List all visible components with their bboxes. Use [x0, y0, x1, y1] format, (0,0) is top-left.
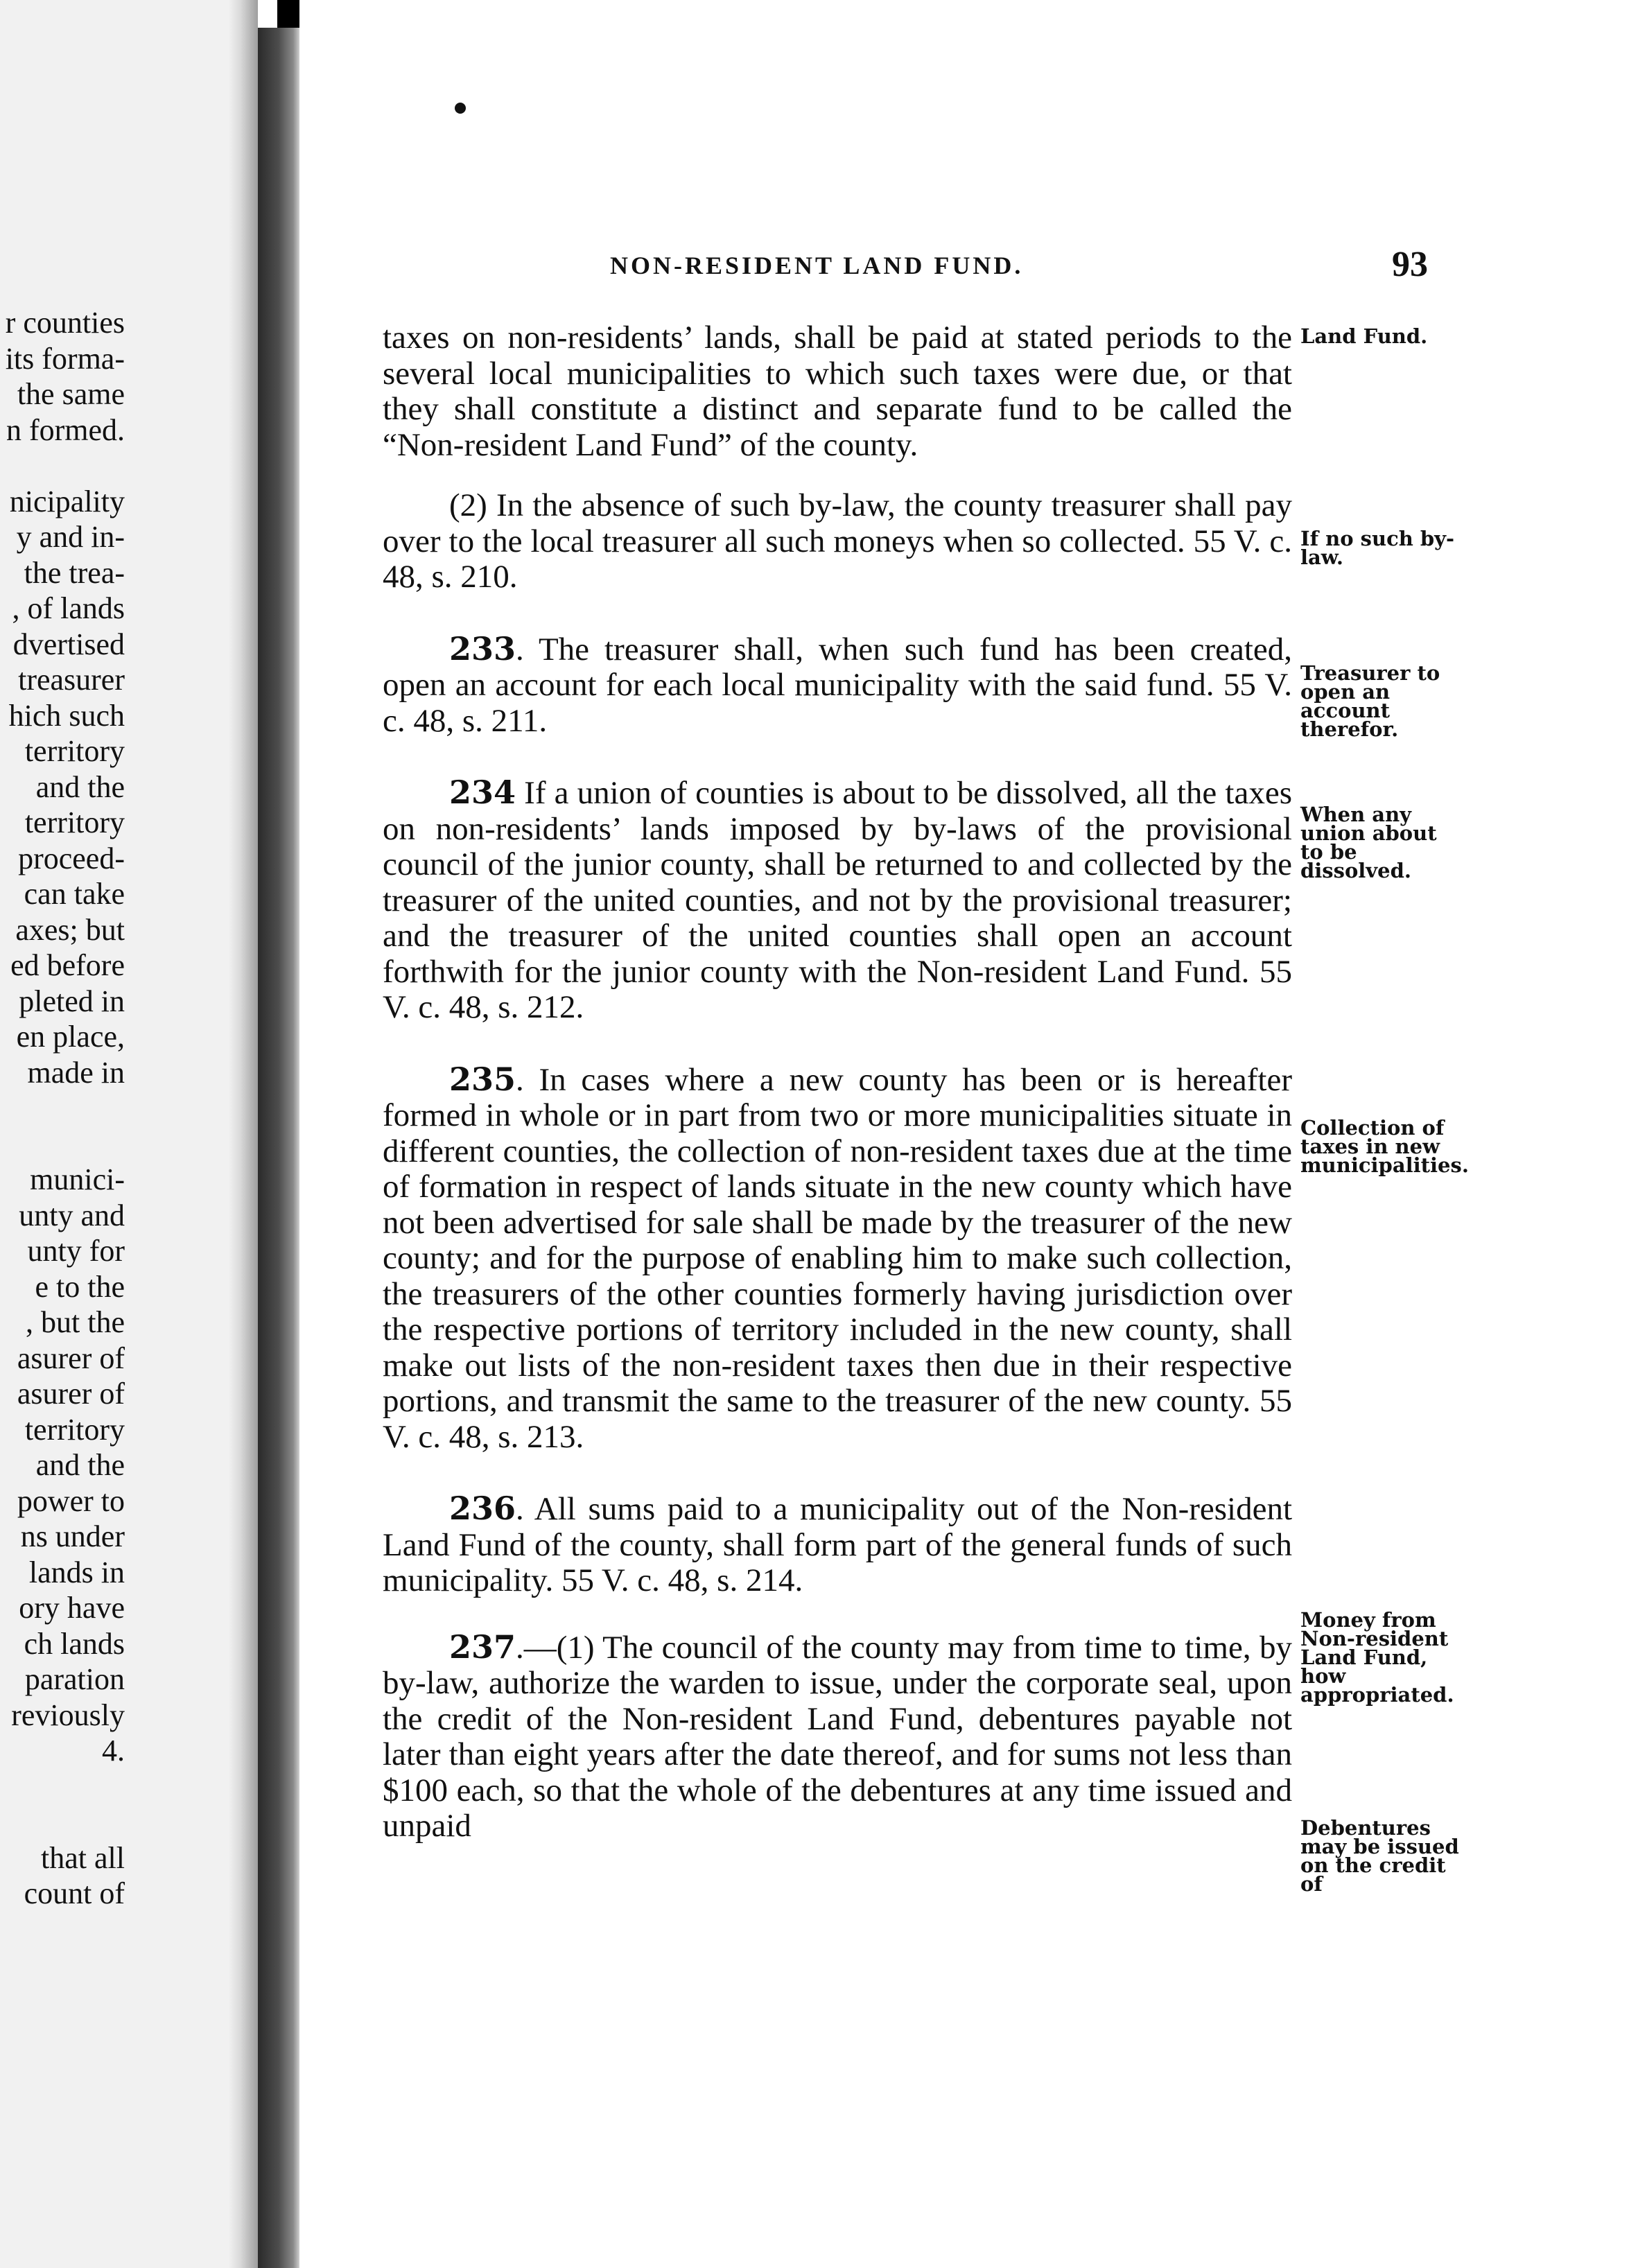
left-page-line: the same [17, 377, 125, 411]
section-number: 234 [449, 774, 516, 811]
section-number: 235 [449, 1060, 516, 1098]
section-text: . In cases where a new county has been or is hereafter formed in whole or in part from two or more municipalities situate in different counties, the collection of non-resident taxes due at the time of formation in respect of lands situate in the new county which have not been advertised for sale shall be made by the treasurer of the new county; and for the purpose of enabling him to make such collection, the treasurers of the other counties formerly having jurisdiction over the respective portions of territory included in the new county, shall make out lists of the non-resident taxes then due in their respective portions, and transmit the same to the treasurer of the new county. 55 V. c. 48, s. 213. [383, 1061, 1292, 1455]
left-page-line: treasurer [18, 663, 125, 697]
left-page-line: and the [35, 1448, 125, 1482]
margin-note-when-union-dissolved: When any union about to be dissolved. [1300, 803, 1437, 882]
left-page-line: ory have [19, 1591, 125, 1625]
left-page-line: paration [24, 1662, 125, 1696]
section-text: .—(1) The council of the county may from time to time, by by-law, authorize the warden to issue, under the corporate seal, upon the credit of the Non-resident Land Fund, debentures payable not later than eight years after the date thereof, and for sums not less than $100 each, so that the whole of the debentures at any time issued and unpaid [383, 1629, 1292, 1844]
section-235 [383, 1062, 1292, 1456]
section-236 [383, 1491, 1292, 1599]
left-page-line [0, 1126, 125, 1162]
margin-note-debentures: Debentures may be issued on the credit of [1300, 1816, 1459, 1896]
left-page-line: , but the [26, 1305, 125, 1339]
section-number: 236 [449, 1490, 516, 1527]
left-page-line: nicipality [9, 484, 125, 518]
section-234 [383, 775, 1292, 1026]
left-page-line [0, 1769, 125, 1805]
left-page-line: e to the [35, 1269, 125, 1304]
left-page-line: unty for [27, 1234, 125, 1268]
left-page-line: n formed. [6, 412, 125, 447]
left-page-line: hich such [8, 698, 125, 733]
section-237 [383, 1630, 1292, 1844]
running-head: NON-RESIDENT LAND FUND. [610, 252, 1024, 279]
ink-speck [455, 103, 466, 114]
margin-note-if-no-such-by-law: If no such by-law. [1300, 527, 1455, 569]
section-text: . The treasurer shall, when such fund has been created, open an account for each local municipality with the said fund. 55 V. c. 48, s. 211. [383, 631, 1292, 739]
left-page-line: its forma- [5, 341, 125, 376]
book-binding-gutter [258, 28, 299, 2268]
left-page-line: asurer of [17, 1377, 125, 1411]
left-page-text [0, 305, 125, 1912]
left-page-line: munici- [30, 1162, 125, 1196]
left-page-line [0, 1804, 125, 1840]
left-page-line: the trea- [24, 555, 125, 590]
paragraph-232-2: (2) In the absence of such by-law, the county treasurer shall pay over to the local treasurer all such moneys when so collected. 55 V. c. 48, s. 210. [383, 487, 1292, 595]
left-page-line: dvertised [12, 627, 125, 661]
left-page-line: en place, [16, 1020, 125, 1054]
left-page-line: count of [24, 1876, 125, 1910]
section-233 [383, 631, 1292, 740]
section-text: . All sums paid to a municipality out of the Non-resident Land Fund of the county, shall form part of the general funds of such municipality. 55 V. c. 48, s. 214. [383, 1491, 1292, 1598]
left-page-line: axes; but [15, 912, 125, 947]
left-page-line: can take [24, 877, 125, 911]
left-page-line: territory [24, 805, 125, 839]
left-page-line: 4. [102, 1734, 125, 1768]
left-page-line: pleted in [19, 984, 125, 1018]
paragraph-continued: taxes on non-residents’ lands, shall be paid at stated periods to the several local municipalities to which such taxes were due, or that they shall constitute a distinct and separate fund to be called the “Non-resident Land Fund” of the county. [383, 320, 1292, 463]
left-page-line: power to [17, 1483, 125, 1518]
left-page-line: and the [35, 769, 125, 804]
left-page-line: y and in- [16, 520, 125, 554]
left-page-line: r counties [5, 306, 125, 340]
margin-note-land-fund: Land Fund. [1300, 324, 1428, 348]
left-page-line: ch lands [24, 1626, 125, 1661]
left-page-line [0, 448, 125, 484]
left-page-line: ed before [10, 948, 125, 982]
left-page-line: unty and [19, 1198, 125, 1232]
page-number: 93 [1392, 245, 1428, 284]
margin-note-collection-of-taxes: Collection of taxes in new municipalities. [1300, 1116, 1469, 1177]
section-number: 233 [449, 629, 516, 668]
left-page-line: made in [27, 1055, 125, 1090]
left-page-line: asurer of [17, 1341, 125, 1375]
left-page-line: , of lands [12, 591, 125, 625]
left-page-line: ns under [20, 1519, 125, 1553]
body-text [383, 320, 1292, 1844]
left-page-line: territory [24, 1412, 125, 1447]
left-page-line: territory [24, 734, 125, 768]
section-number: 237 [449, 1628, 516, 1666]
left-page-line: that all [41, 1840, 125, 1875]
left-facing-page [0, 0, 229, 2268]
page-edge-shadow [229, 0, 258, 2268]
left-page-line [0, 1090, 125, 1126]
margin-note-treasurer-to-open: Treasurer to open an account therefor. [1300, 661, 1440, 741]
left-page-line: lands in [28, 1555, 125, 1589]
left-page-line: proceed- [18, 841, 125, 875]
margin-note-money-from-fund: Money from Non-resident Land Fund, how appropriated. [1300, 1608, 1454, 1707]
left-page-line: reviously [11, 1698, 125, 1732]
section-text: If a union of counties is about to be dissolved, all the taxes on non-residents’ lands imposed by by-laws of the provisional council of the junior county, shall be returned to and collected by the treasurer of the united counties, and not by the provisional treasurer; and the treasurer of the united counties shall open an account forthwith for the junior county with the Non-resident Land Fund. 55 V. c. 48, s. 212. [383, 775, 1292, 1025]
